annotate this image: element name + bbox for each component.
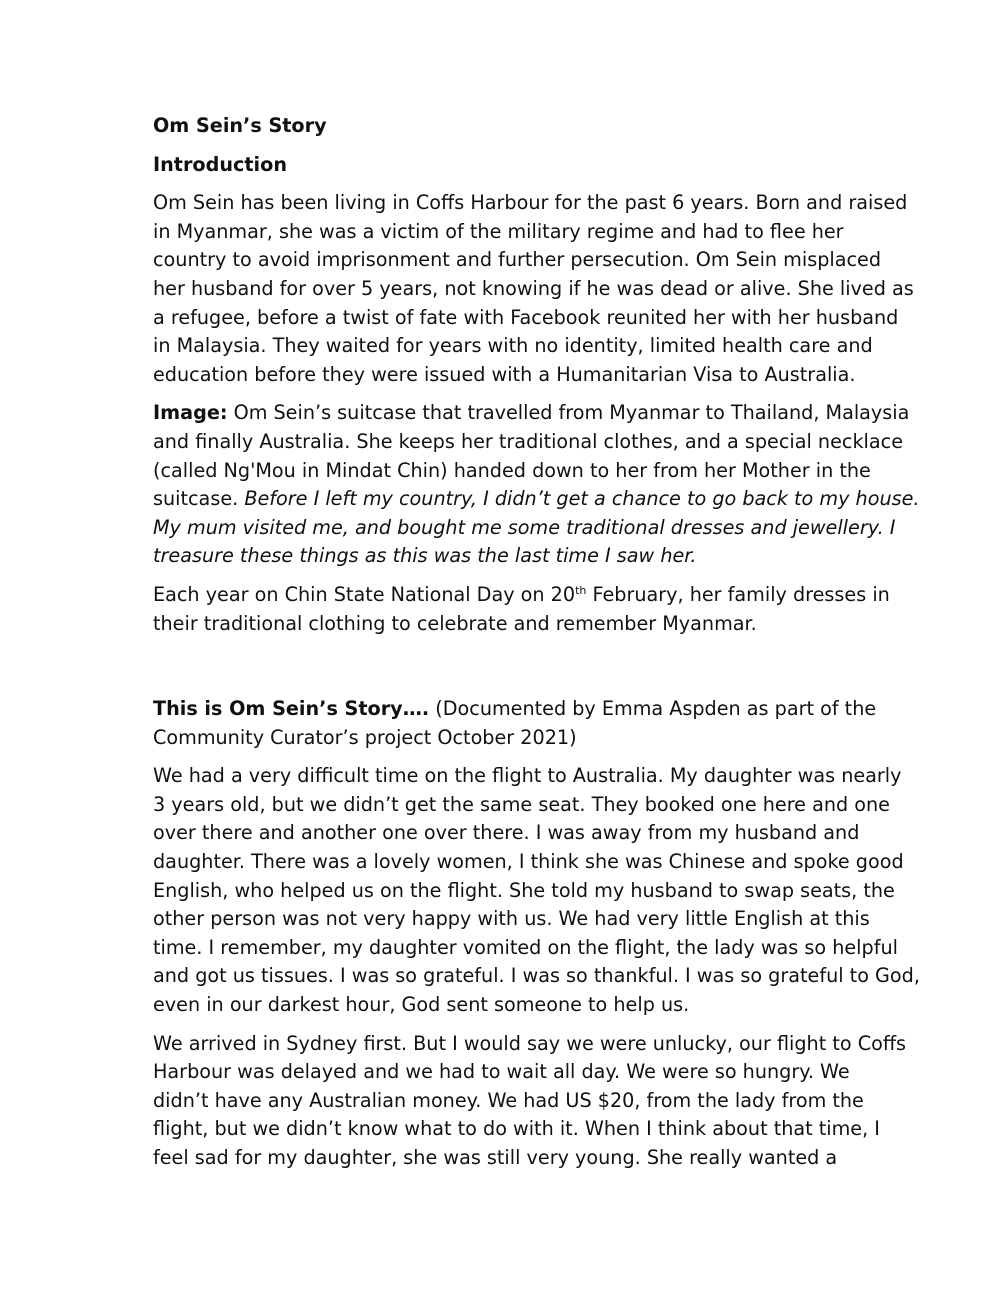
quote-line: My mum visited me, and bought me some traditional dresses and jewellery. I	[153, 515, 896, 539]
text-line: even in our darkest hour, God sent someone to help us.	[153, 993, 690, 1017]
text-line: English, who helped us on the flight. She told my husband to swap seats, the	[153, 878, 895, 902]
introduction-heading: Introduction	[153, 152, 287, 176]
text-line: feel sad for my daughter, she was still very young. She really wanted a	[153, 1146, 838, 1169]
text-line: over there and another one over there. I was away from my husband and	[153, 821, 860, 845]
flight-paragraph	[153, 762, 920, 1019]
text-line: 3 years old, but we didn’t get the same seat. They booked one here and one	[153, 792, 890, 816]
text-line: and got us tissues. I was so grateful. I was so thankful. I was so grateful to God,	[153, 964, 920, 988]
text-fragment: February, her family dresses in	[586, 582, 890, 606]
text-line: and finally Australia. She keeps her traditional clothes, and a special necklace	[153, 429, 903, 453]
chin-day-paragraph	[153, 581, 890, 638]
introduction-paragraph	[153, 189, 914, 389]
story-intro-paragraph	[153, 695, 877, 752]
text-line: (called Ng'Mou in Mindat Chin) handed down to her from her Mother in the	[153, 458, 871, 482]
text-line: education before they were issued with a Humanitarian Visa to Australia.	[153, 362, 856, 386]
text-line: her husband for over 5 years, not knowing if he was dead or alive. She lived as	[153, 276, 914, 300]
text-line	[153, 485, 920, 514]
text-line: We arrived in Sydney first. But I would say we were unlucky, our flight to Coffs	[153, 1031, 907, 1055]
text-line: flight, but we didn’t know what to do with it. When I think about that time, I	[153, 1117, 880, 1141]
caption-text: Om Sein’s suitcase that travelled from Myanmar to Thailand, Malaysia	[227, 401, 910, 425]
text-line: their traditional clothing to celebrate and remember Myanmar.	[153, 611, 757, 635]
text-line: didn’t have any Australian money. We had US $20, from the lady from the	[153, 1088, 864, 1112]
text-line: other person was not very happy with us. We had very little English at this	[153, 907, 870, 931]
text-line: Community Curator’s project October 2021)	[153, 725, 577, 749]
text-line	[153, 695, 877, 724]
text-line: in Myanmar, she was a victim of the military regime and had to flee her	[153, 219, 844, 243]
caption-text: suitcase.	[153, 487, 245, 511]
text-line: in Malaysia. They waited for years with no identity, limited health care and	[153, 334, 873, 358]
text-fragment: Each year on Chin State National Day on 20	[153, 582, 576, 606]
sydney-paragraph	[153, 1030, 907, 1173]
text-line: a refugee, before a twist of fate with Facebook reunited her with her husband	[153, 305, 899, 329]
document-body	[153, 112, 920, 1183]
text-line: Harbour was delayed and we had to wait all day. We were so hungry. We	[153, 1060, 850, 1084]
text-line: Om Sein has been living in Coffs Harbour for the past 6 years. Born and raised	[153, 191, 908, 215]
story-heading: This is Om Sein’s Story….	[153, 697, 430, 721]
document-title: Om Sein’s Story	[153, 114, 327, 137]
section-spacer	[153, 648, 853, 695]
text-line: We had a very difficult time on the flight to Australia. My daughter was nearly	[153, 764, 902, 788]
text-line	[153, 399, 910, 428]
text-line: country to avoid imprisonment and further persecution. Om Sein misplaced	[153, 248, 882, 272]
quote-text: Before I left my country, I didn’t get a chance to go back to my house.	[244, 487, 920, 511]
text-line	[153, 581, 890, 610]
quote-line: treasure these things as this was the last time I saw her.	[153, 544, 697, 568]
ordinal-superscript: th	[575, 583, 587, 597]
text-line: time. I remember, my daughter vomited on the flight, the lady was so helpful	[153, 935, 898, 959]
image-label: Image:	[153, 401, 228, 425]
text-line: daughter. There was a lovely women, I think she was Chinese and spoke good	[153, 850, 904, 874]
image-caption-paragraph	[153, 399, 920, 571]
documentation-note: (Documented by Emma Aspden as part of the	[429, 697, 877, 721]
